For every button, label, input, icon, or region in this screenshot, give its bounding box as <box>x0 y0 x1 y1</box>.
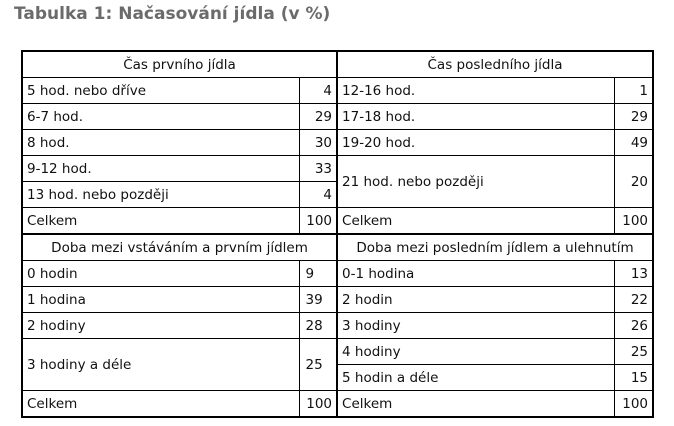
cell-value: 26 <box>614 313 653 339</box>
table-header-row <box>22 234 653 261</box>
cell-value: 49 <box>614 130 653 156</box>
cell-value: 4 <box>299 78 337 104</box>
cell-label: 1 hodina <box>22 287 299 313</box>
cell-value: 9 <box>299 261 337 287</box>
header-wake-to-first-meal: Doba mezi vstáváním a prvním jídlem <box>22 234 337 261</box>
header-last-meal-to-sleep: Doba mezi posledním jídlem a ulehnutím <box>337 234 653 261</box>
table-title: Tabulka 1: Načasování jídla (v %) <box>14 4 331 24</box>
cell-value: 100 <box>614 208 653 235</box>
cell-value: 13 <box>614 261 653 287</box>
cell-label: 2 hodiny <box>22 313 299 339</box>
table-row <box>22 261 653 287</box>
cell-label: 5 hod. nebo dříve <box>22 78 299 104</box>
cell-value: 100 <box>299 208 337 235</box>
cell-value: 4 <box>299 182 337 208</box>
cell-label: 8 hod. <box>22 130 299 156</box>
table-row <box>22 130 653 156</box>
cell-label: 21 hod. nebo později <box>337 156 614 208</box>
cell-label: 13 hod. nebo později <box>22 182 299 208</box>
table-row <box>22 339 653 365</box>
cell-label: 5 hodin a déle <box>337 365 614 391</box>
cell-label: Celkem <box>22 391 299 418</box>
cell-value: 29 <box>299 104 337 130</box>
cell-value: 1 <box>614 78 653 104</box>
cell-label: 2 hodin <box>337 287 614 313</box>
table-total-row <box>22 391 653 418</box>
cell-label: 12-16 hod. <box>337 78 614 104</box>
cell-label: Celkem <box>337 391 614 418</box>
cell-label: 17-18 hod. <box>337 104 614 130</box>
cell-value: 28 <box>299 313 337 339</box>
cell-label: Celkem <box>22 208 299 235</box>
header-last-meal-time: Čas posledního jídla <box>337 51 653 78</box>
cell-label: 3 hodiny a déle <box>22 339 299 391</box>
cell-label: 19-20 hod. <box>337 130 614 156</box>
header-first-meal-time: Čas prvního jídla <box>22 51 337 78</box>
cell-label: Celkem <box>337 208 614 235</box>
cell-label: 9-12 hod. <box>22 156 299 182</box>
cell-value: 20 <box>614 156 653 208</box>
table-row <box>22 287 653 313</box>
cell-value: 29 <box>614 104 653 130</box>
cell-value: 39 <box>299 287 337 313</box>
cell-value: 100 <box>299 391 337 418</box>
cell-value: 25 <box>614 339 653 365</box>
cell-value: 100 <box>614 391 653 418</box>
table-row <box>22 313 653 339</box>
table-row <box>22 156 653 182</box>
cell-value: 33 <box>299 156 337 182</box>
cell-label: 3 hodiny <box>337 313 614 339</box>
table-row <box>22 78 653 104</box>
cell-value: 30 <box>299 130 337 156</box>
table-header-row <box>22 51 653 78</box>
cell-value: 25 <box>299 339 337 391</box>
cell-label: 0-1 hodina <box>337 261 614 287</box>
cell-value: 15 <box>614 365 653 391</box>
table-row <box>22 104 653 130</box>
cell-label: 6-7 hod. <box>22 104 299 130</box>
meal-timing-table <box>21 50 654 418</box>
cell-label: 4 hodiny <box>337 339 614 365</box>
cell-label: 0 hodin <box>22 261 299 287</box>
table-total-row <box>22 208 653 235</box>
cell-value: 22 <box>614 287 653 313</box>
